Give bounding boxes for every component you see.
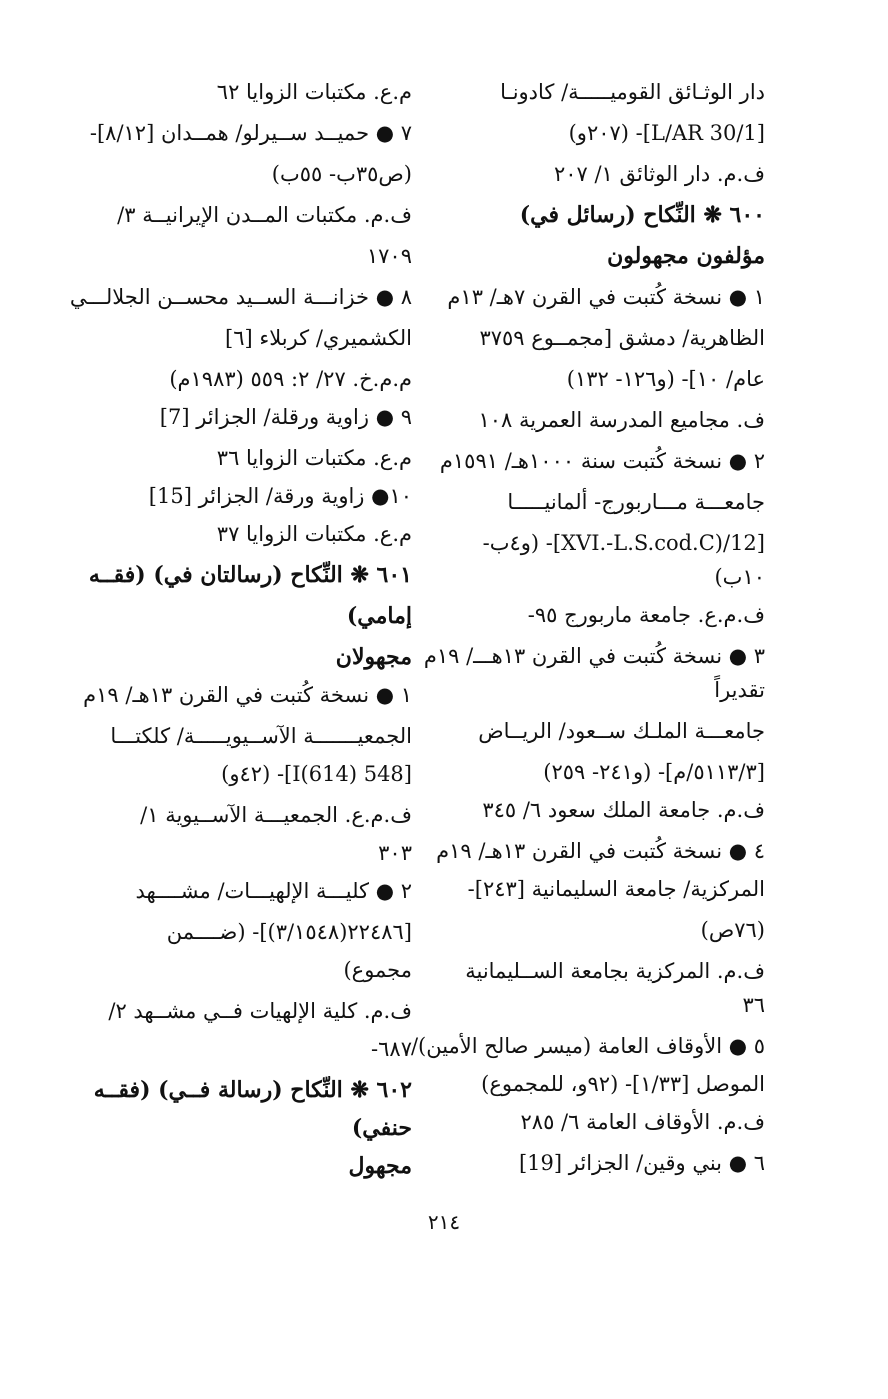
text-line: [548 I(614)]- (٤٢و) — [221, 762, 412, 786]
text-line: ١ ● نسخة كُتبت في القرن ٧هـ/ ١٣م — [447, 285, 765, 309]
text-line: ف.م. الأوقاف العامة ٦/ ٢٨٥ — [520, 1110, 765, 1134]
text-line: ف.م. مكتبات المــدن الإيرانيــة ٣/ — [117, 203, 412, 227]
text-line: [XVI.-L.S.cod.C)/12]- (و٤ب- — [482, 531, 765, 555]
text-line: الكشميري/ كربلاء [٦] — [224, 326, 412, 350]
text-line: م.ع. مكتبات الزوايا ٣٦ — [216, 446, 412, 470]
text-line: (ص٣٥ب- ٥٥ب) — [271, 162, 412, 186]
text-line: م.م.خ. ٢٧/ ٢: ٥٥٩ (١٩٨٣م) — [169, 367, 412, 391]
text-line: ٦٨٧- — [371, 1037, 412, 1061]
text-line: ف.م. كلية الإلهيات فــي مشــهد ٢/ — [108, 999, 412, 1023]
text-line: ١٠● زاوية ورقة/ الجزائر [15] — [148, 484, 412, 508]
text-line: ١ ● نسخة كُتبت في القرن ١٣هـ/ ١٩م — [83, 683, 412, 707]
text-line: جامعـــة الملـك ســعود/ الريــاض — [478, 719, 765, 743]
text-line: ٦ ● بني وقين/ الجزائر [19] — [518, 1151, 765, 1175]
text-line: ٣٦ — [742, 993, 765, 1017]
text-line: تقديراً — [714, 678, 765, 702]
author-heading: مجهول — [348, 1153, 412, 1179]
text-line: المركزية/ جامعة السليمانية [٢٤٣]- — [467, 877, 765, 901]
text-line: مجموع) — [343, 958, 412, 982]
text-line: ٨ ● خزانـــة الســيد محســن الجلالـــي — [69, 285, 412, 309]
text-line: ٩ ● زاوية ورقلة/ الجزائر [7] — [159, 405, 412, 429]
text-line: ٣٠٣ — [378, 841, 412, 865]
text-line: دار الوثـائق القوميـــــة/ كادونـا — [500, 80, 765, 104]
text-line: الظاهرية/ دمشق [مجمــوع ٣٧٥٩ — [479, 326, 765, 350]
text-line: [٢٢٤٨٦(٣/١٥٤٨)]- (ضــــمن — [166, 920, 412, 944]
text-line: م.ع. مكتبات الزوايا ٣٧ — [216, 522, 412, 546]
text-line: ٢ ● كليـــة الإلهيـــات/ مشــــهد — [135, 879, 412, 903]
author-heading: مؤلفون مجهولون — [607, 243, 765, 269]
text-line: ١٠ب) — [714, 565, 765, 589]
text-line: ١٧٠٩ — [366, 244, 412, 268]
text-line: ٥ ● الأوقاف العامة (ميسر صالح الأمين)/ — [410, 1034, 765, 1058]
page-number: ٢١٤ — [427, 1210, 461, 1234]
text-line: ف.م.ع. الجمعيـــة الآســيوية ١/ — [140, 803, 412, 827]
text-line: عام/ ١٠]- (و١٢٦- ١٣٢) — [566, 367, 765, 391]
text-line: [٥١١٣/٣/م]- (و٢٤١- ٢٥٩) — [543, 760, 765, 784]
text-line: ف.م. جامعة الملك سعود ٦/ ٣٤٥ — [482, 798, 765, 822]
text-line: [L/AR 30/1]- (٢٠٧و) — [568, 121, 765, 145]
text-line: (٧٦ص) — [700, 918, 765, 942]
text-line: الموصل [١/٣٣]- (٩٢و، للمجموع) — [481, 1072, 765, 1096]
text-line: م.ع. مكتبات الزوايا ٦٢ — [216, 80, 412, 104]
entry-heading: ٦٠٠ ❋ النِّكاح (رسائل في) — [519, 202, 765, 228]
entry-heading: ٦٠٢ ❋ النِّكاح (رسالة فــي) (فقــه — [93, 1077, 412, 1103]
entry-heading: ٦٠١ ❋ النِّكاح (رسالتان في) (فقــه — [88, 562, 412, 588]
text-line: ٢ ● نسخة كُتبت سنة ١٠٠٠هـ/ ١٥٩١م — [439, 449, 765, 473]
text-line: ف.م. المركزية بجامعة الســليمانية — [465, 959, 765, 983]
text-line: ف.م.ع. جامعة ماربورج ٩٥- — [527, 603, 765, 627]
author-heading: مجهولان — [335, 644, 412, 670]
entry-heading-continuation: إمامي) — [346, 603, 412, 629]
entry-heading-continuation: حنفي) — [351, 1115, 412, 1141]
text-line: ٣ ● نسخة كُتبت في القرن ١٣هـــ/ ١٩م — [423, 644, 765, 668]
text-line: جامعـــة مـــاربورج- ألمانيـــــا — [507, 490, 765, 514]
text-line: ف. مجاميع المدرسة العمرية ١٠٨ — [478, 408, 765, 432]
text-line: ف.م. دار الوثائق ١/ ٢٠٧ — [553, 162, 765, 186]
text-line: الجمعيـــــــة الآســيويـــــة/ كلكتـــا — [110, 724, 412, 748]
text-line: ٧ ● حميــد ســيرلو/ همــدان [٨/١٢]- — [89, 121, 412, 145]
text-line: ٤ ● نسخة كُتبت في القرن ١٣هـ/ ١٩م — [436, 839, 765, 863]
